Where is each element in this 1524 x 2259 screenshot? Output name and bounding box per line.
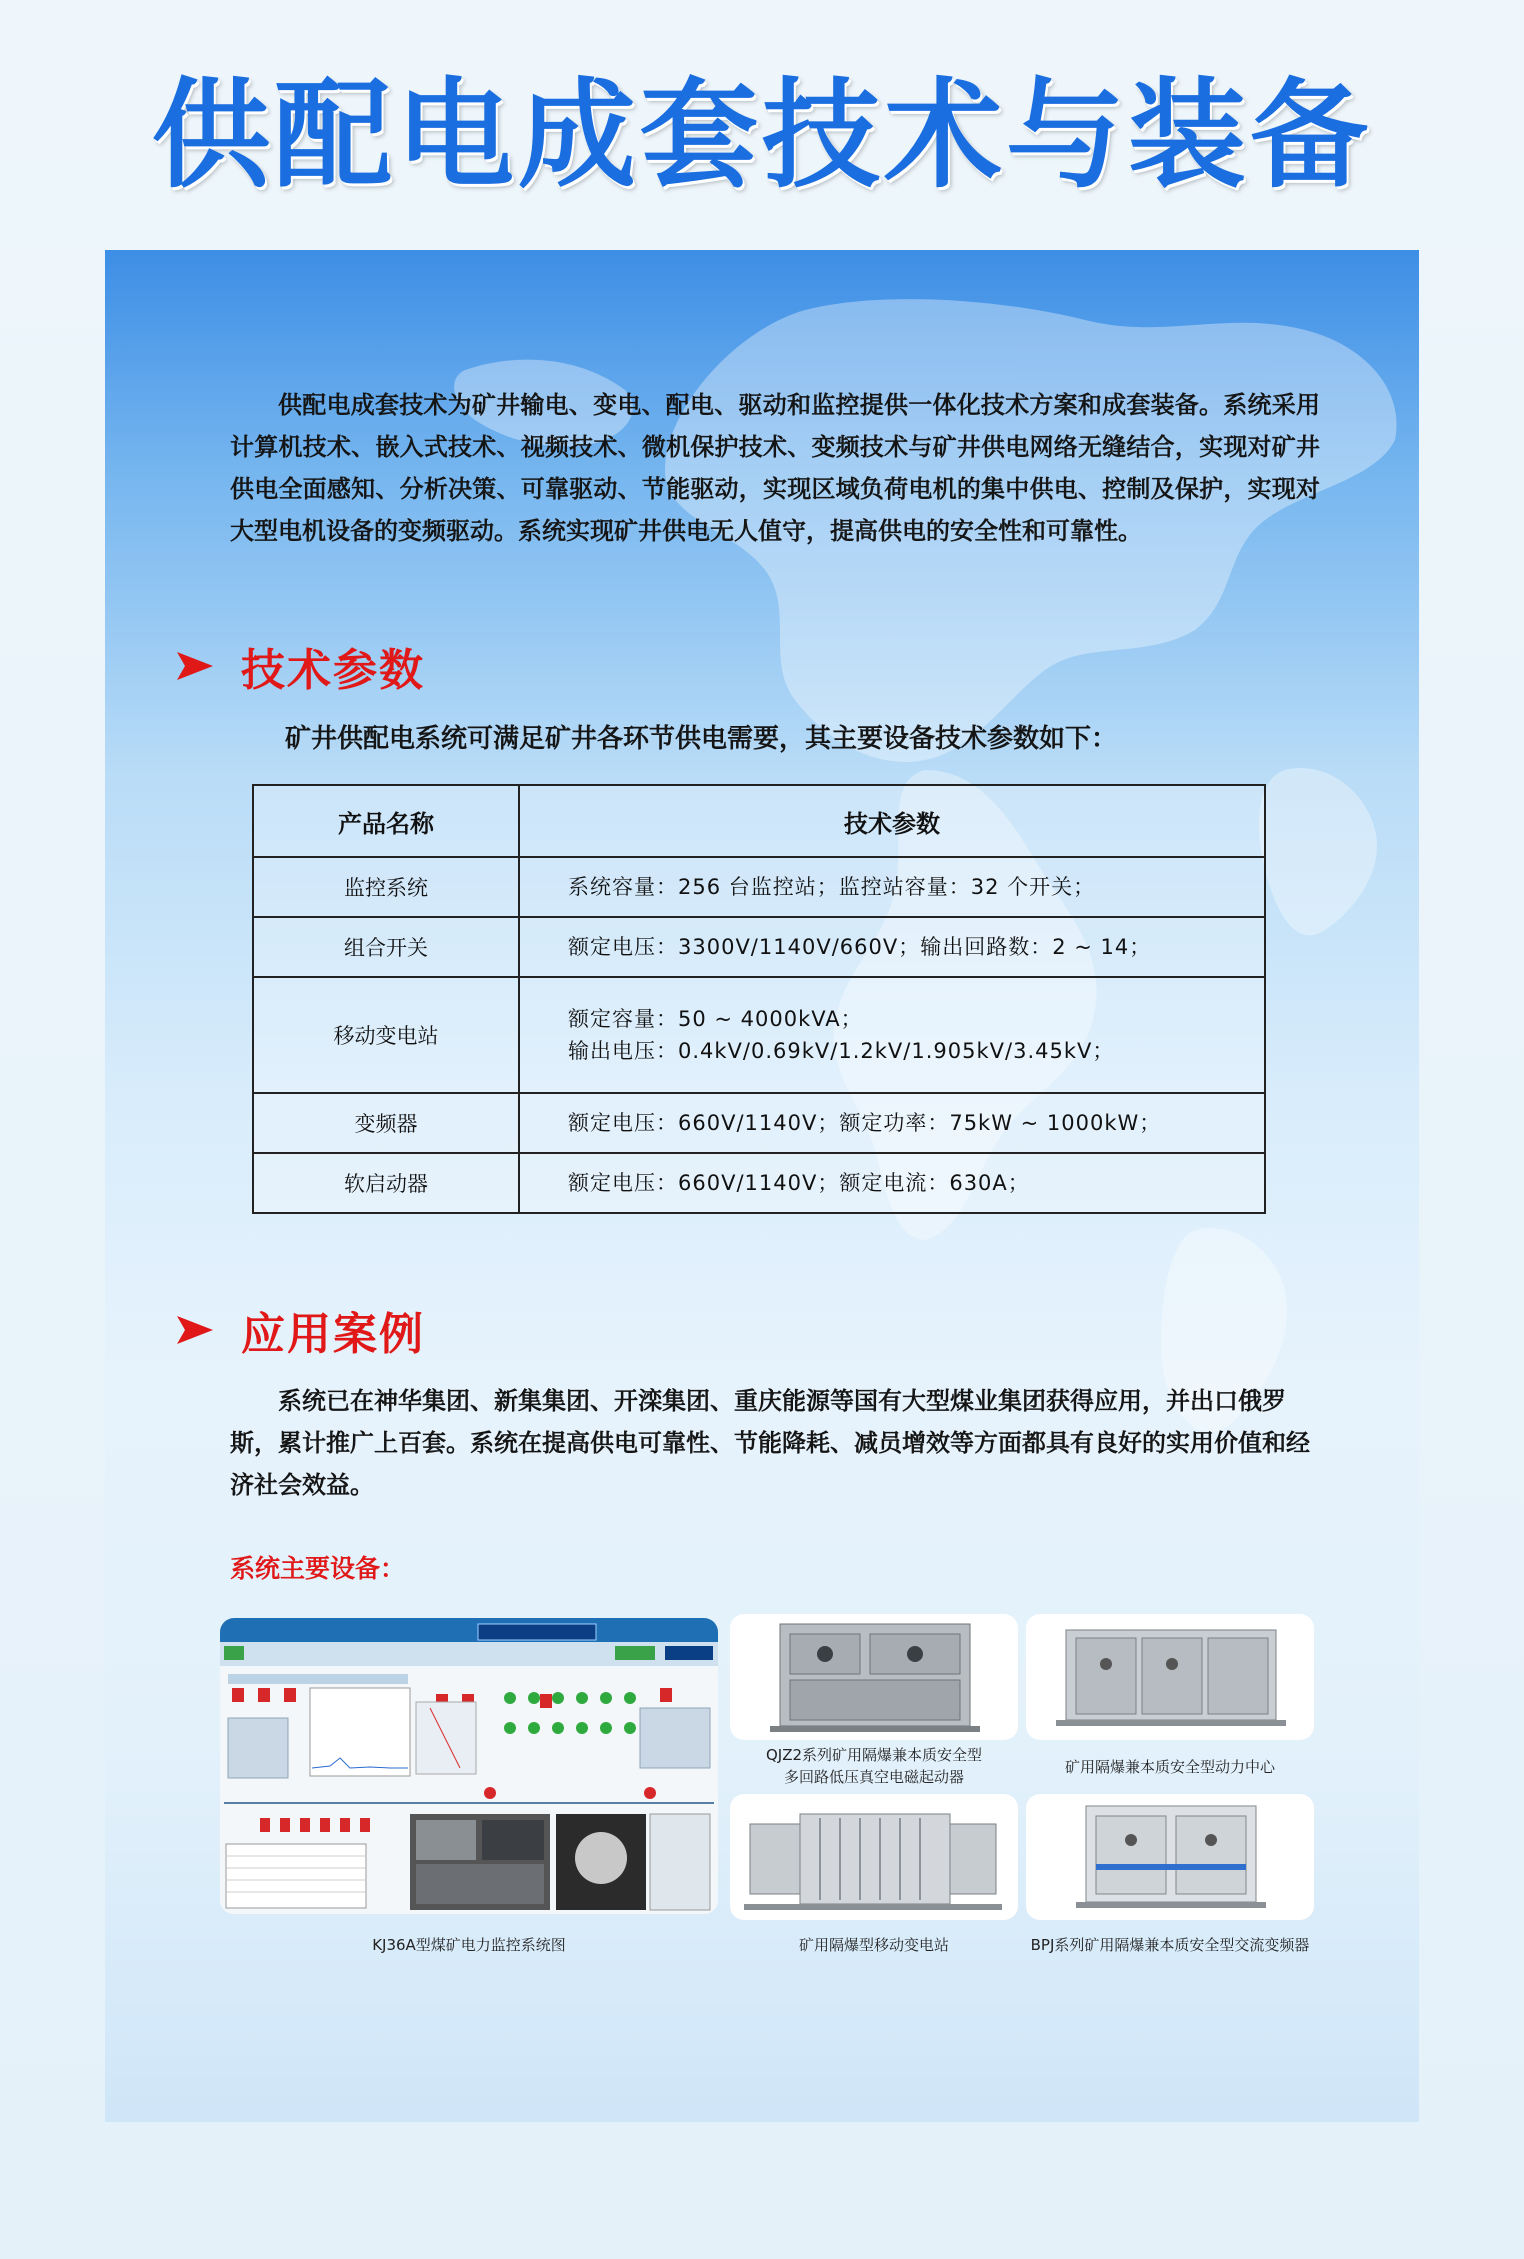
monitor-caption: KJ36A型煤矿电力监控系统图 (372, 1936, 566, 1954)
qjz2-starter-image (730, 1614, 1018, 1740)
table-row (253, 1153, 1265, 1213)
product-params (519, 857, 1265, 917)
section-title-case (175, 1300, 425, 1360)
param-line: 输出电压：0.4kV/0.69kV/1.2kV/1.905kV/3.45kV； (568, 1038, 1115, 1063)
product-params (519, 1153, 1265, 1213)
table-header-name: 产品名称 (253, 785, 519, 857)
equipment-label: 系统主要设备： (230, 1554, 406, 1583)
section-title-case-label: 应用案例 (241, 1309, 425, 1360)
case-text (230, 1380, 1320, 1506)
param-line: 额定电压：660V/1140V；额定功率：75kW ~ 1000kW； (568, 1111, 1162, 1136)
monitor-system-image (220, 1618, 718, 1914)
substation-caption: 矿用隔爆型移动变电站 (798, 1936, 949, 1954)
intro-paragraph: 供配电成套技术为矿井输电、变电、配电、驱动和监控提供一体化技术方案和成套装备。系统采用计算机技术、嵌入式技术、视频技术、微机保护技术、变频技术与矿井供电网络无缝结合，实现对矿井供电全面感知、分析决策、可靠驱动、节能驱动，实现区域负荷电机的集中供电、控制及保护，实现对大型电机设备的变频驱动。系统实现矿井供电无人值守，提高供电的安全性和可靠性。 (230, 391, 1320, 545)
product-params (519, 1093, 1265, 1153)
param-line: 系统容量：256 台监控站；监控站容量：32 个开关； (568, 874, 1096, 899)
table-header-row (253, 785, 1265, 857)
table-row (253, 857, 1265, 917)
substation-image (730, 1794, 1018, 1920)
table-row (253, 917, 1265, 977)
intro-text (230, 384, 1320, 552)
spec-table (252, 784, 1266, 1214)
product-name: 移动变电站 (253, 977, 519, 1093)
substation-illustration (730, 1794, 1018, 1920)
arrow-icon (175, 1310, 215, 1350)
monitor-screen-illustration (220, 1618, 718, 1914)
product-name: 软启动器 (253, 1153, 519, 1213)
product-name: 变频器 (253, 1093, 519, 1153)
qjz2-caption-line1: QJZ2系列矿用隔爆兼本质安全型 (765, 1746, 983, 1764)
product-name: 监控系统 (253, 857, 519, 917)
bpj-caption: BPJ系列矿用隔爆兼本质安全型交流变频器 (1030, 1936, 1310, 1954)
case-paragraph: 系统已在神华集团、新集集团、开滦集团、重庆能源等国有大型煤业集团获得应用，并出口俄罗斯，累计推广上百套。系统在提高供电可靠性、节能降耗、减员增效等方面都具有良好的实用价值和经济社会效益。 (230, 1387, 1310, 1499)
qjz2-starter-illustration (730, 1614, 1018, 1740)
table-row (253, 977, 1265, 1093)
section-title-tech-label: 技术参数 (241, 645, 425, 696)
bpj-inverter-illustration (1026, 1794, 1314, 1920)
tech-lead-text: 矿井供配电系统可满足矿井各环节供电需要，其主要设备技术参数如下： (285, 724, 1118, 754)
product-params (519, 917, 1265, 977)
table-header-params: 技术参数 (519, 785, 1265, 857)
power-center-caption: 矿用隔爆兼本质安全型动力中心 (1064, 1758, 1275, 1776)
power-center-illustration (1026, 1614, 1314, 1740)
bpj-inverter-image (1026, 1794, 1314, 1920)
qjz2-caption (730, 1744, 1018, 1788)
qjz2-caption-line2: 多回路低压真空电磁起动器 (783, 1768, 964, 1786)
power-center-image (1026, 1614, 1314, 1740)
param-line: 额定容量：50 ~ 4000kVA； (568, 1006, 863, 1031)
param-line: 额定电压：3300V/1140V/660V；输出回路数：2 ~ 14； (568, 934, 1152, 959)
arrow-icon (175, 646, 215, 686)
param-line: 额定电压：660V/1140V；额定电流：630A； (568, 1171, 1030, 1196)
product-params (519, 977, 1265, 1093)
page-title: 供配电成套技术与装备 (151, 66, 1372, 204)
product-name: 组合开关 (253, 917, 519, 977)
section-title-tech (175, 636, 425, 696)
table-row (253, 1093, 1265, 1153)
